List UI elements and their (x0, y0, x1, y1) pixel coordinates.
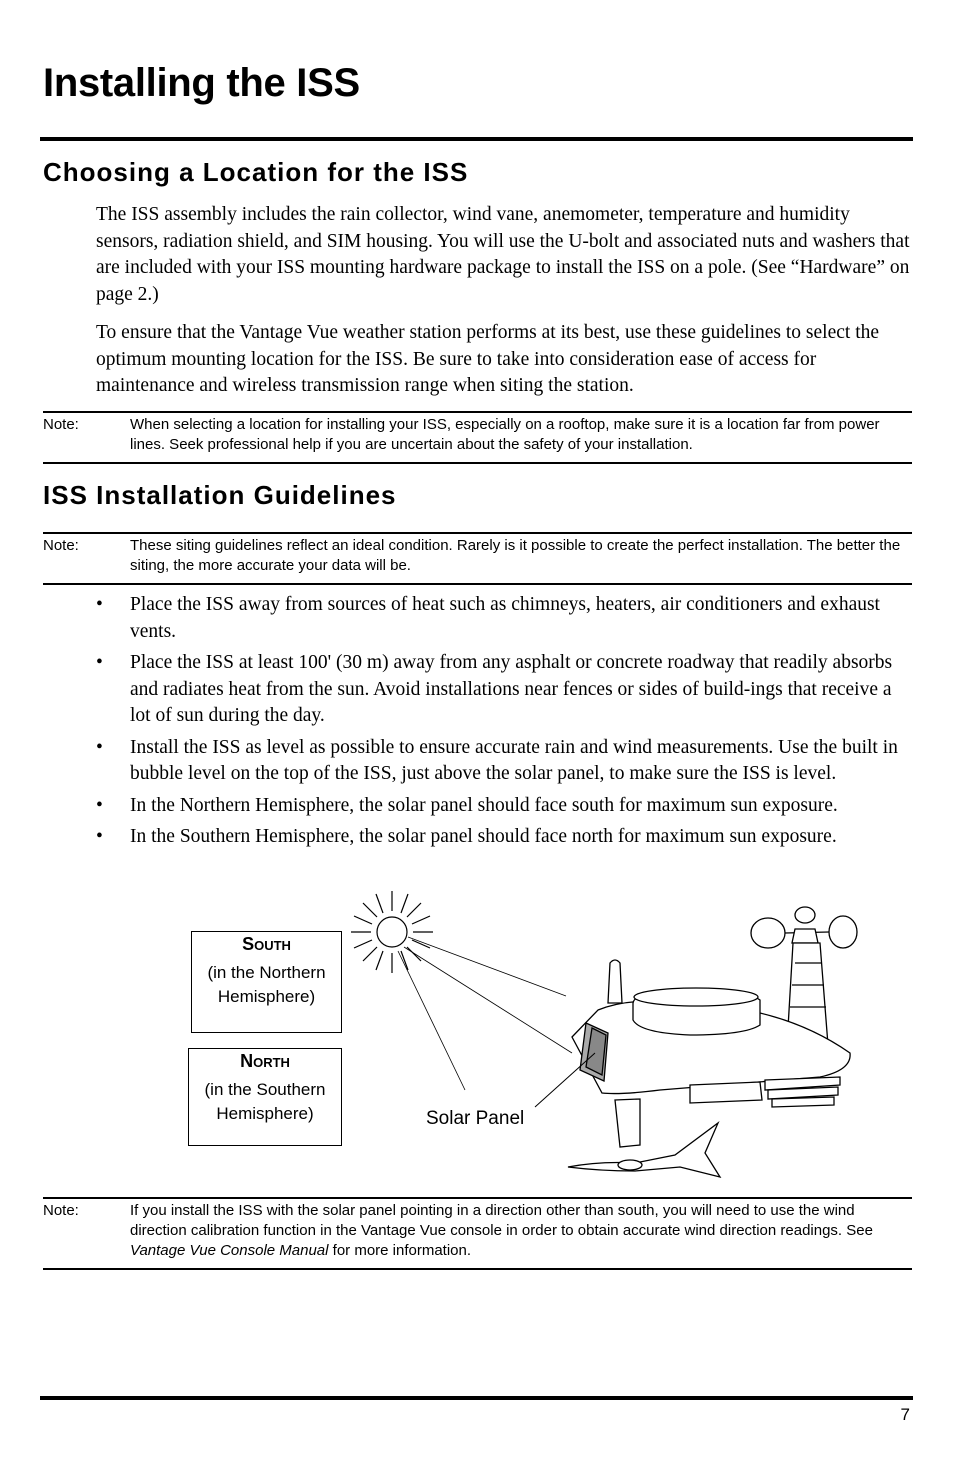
note-text: When selecting a location for installing your ISS, especially on a rooftop, make sure it is a location far from power lines. Seek professional help if you are uncertain about the safety of your installation. (130, 416, 880, 453)
note-label: Note: (43, 416, 79, 433)
sun-icon (351, 891, 433, 973)
north-label-box (188, 1048, 342, 1146)
section-location-body (96, 202, 911, 400)
iss-illustration (340, 885, 860, 1180)
list-item: • Place the ISS away from sources of heat such as chimneys, heaters, air conditioners and exhaust vents. (96, 594, 880, 642)
list-item: • In the Northern Hemisphere, the solar panel should face south for maximum sun exposure. (96, 793, 916, 820)
iss-station-icon (568, 907, 857, 1177)
footer-rule (40, 1396, 913, 1400)
solar-panel-leader (535, 1053, 595, 1107)
note-rule-bottom (43, 1268, 912, 1270)
note-rule-bottom (43, 583, 912, 585)
list-item: • In the Southern Hemisphere, the solar panel should face north for maximum sun exposure. (96, 824, 916, 851)
title-rule (40, 137, 913, 141)
paragraph: The ISS assembly includes the rain collector, wind vane, anemometer, temperature and humidity sensors, radiation shield, and SIM housing. You will use the U-bolt and associated nuts and washers that are included with your ISS mounting hardware package to install the ISS on a pole. (See “Hardware” on page 2.) (96, 204, 910, 305)
bullet: • (96, 594, 103, 615)
bullet: • (96, 794, 103, 816)
note-text: If you install the ISS with the solar panel pointing in a direction other than south, you will need to use the wind direction calibration function in the Vantage Vue console in order to obtain accurate wind direction readings. See Vantage Vue Console Manual for more information. (130, 1202, 873, 1259)
bullet: • (96, 826, 103, 847)
note-rule-top (43, 532, 912, 534)
paragraph: To ensure that the Vantage Vue weather station performs at its best, use these guidelines to select the optimum mounting location for the ISS. Be sure to take into consideration ease of access for maintenance and wireless transmission range when siting the station. (96, 322, 880, 396)
note-text: These siting guidelines reflect an ideal condition. Rarely is it possible to create the perfect installation. The better the siting, the more accurate your data will be. (130, 537, 901, 574)
sunlight-lines (398, 937, 572, 1090)
bullet: • (96, 652, 103, 673)
list-item: • Place the ISS at least 100' (30 m) away from any asphalt or concrete roadway that readily absorbs and radiates heat from the sun. Avoid installations near fences or sides of build-ings that receive a lot of sun during the day. (96, 652, 893, 726)
note-label: Note: (43, 537, 79, 554)
section-heading-guidelines: ISS Installation Guidelines (43, 480, 397, 510)
south-subtitle: (in the Northern Hemisphere) (207, 963, 326, 1006)
bullet: • (96, 736, 103, 758)
note-rule-top (43, 411, 912, 413)
manual-title: Vantage Vue Console Manual (130, 1242, 329, 1259)
south-title: South (242, 934, 291, 954)
guidelines-list (96, 592, 916, 856)
section-heading-location: Choosing a Location for the ISS (43, 157, 469, 187)
south-label-box (191, 931, 342, 1033)
north-subtitle: (in the Southern Hemisphere) (204, 1080, 326, 1123)
north-title: North (240, 1051, 290, 1071)
solar-panel-label: Solar Panel (426, 1108, 525, 1129)
note-rule-bottom (43, 462, 912, 464)
note-rule-top (43, 1197, 912, 1199)
note-label: Note: (43, 1202, 79, 1219)
page-number: 7 (900, 1405, 910, 1424)
page-title: Installing the ISS (43, 61, 360, 105)
list-item: • Install the ISS as level as possible to ensure accurate rain and wind measurements. Use the built in bubble level on the top of the ISS, just above the solar panel, to make sure the ISS is level. (96, 736, 898, 784)
